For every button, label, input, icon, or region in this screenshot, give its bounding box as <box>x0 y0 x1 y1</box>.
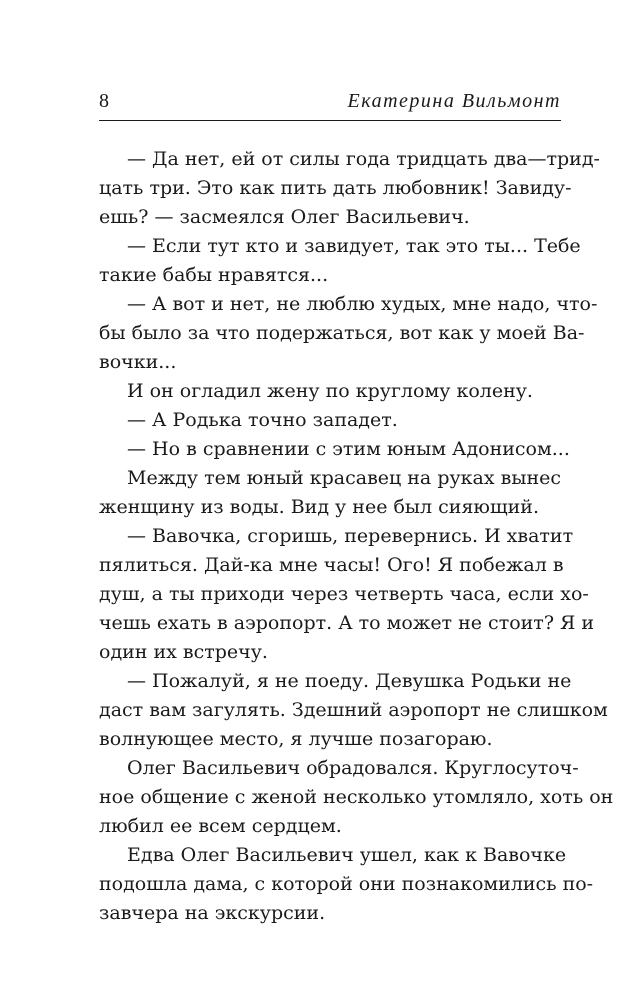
text-line: ешь? — засмеялся Олег Васильевич. <box>99 206 470 228</box>
text-line: любил ее всем сердцем. <box>99 815 342 837</box>
text-line: завчера на экскурсии. <box>99 902 326 924</box>
text-line: — Пожалуй, я не поеду. Девушка Родьки не <box>127 670 572 692</box>
text-line: — Если тут кто и завидует, так это ты... Тебе <box>127 235 581 257</box>
running-head <box>99 88 561 114</box>
text-line: пялиться. Дай-ка мне часы! Ого! Я побежал в <box>99 554 564 576</box>
text-line: — Но в сравнении с этим юным Адонисом... <box>127 438 570 460</box>
text-line: — Да нет, ей от силы года тридцать два—трид- <box>127 148 600 170</box>
text-line: такие бабы нравятся... <box>99 264 329 286</box>
text-line: даст вам загулять. Здешний аэропорт не слишком <box>99 699 608 721</box>
text-line: вочки... <box>99 351 177 373</box>
text-line: — Вавочка, сгоришь, перевернись. И хватит <box>127 525 574 547</box>
header-rule <box>99 120 561 121</box>
text-line: Олег Васильевич обрадовался. Круглосуточ- <box>127 757 579 779</box>
text-line: — А Родька точно западет. <box>127 409 398 431</box>
text-line: женщину из воды. Вид у нее был сияющий. <box>99 496 540 518</box>
text-line: чешь ехать в аэропорт. А то может не стоит? Я и <box>99 612 595 634</box>
text-line: бы было за что подержаться, вот как у моей Ва- <box>99 322 585 344</box>
author-name: Екатерина Вильмонт <box>347 90 561 112</box>
text-line: И он огладил жену по круглому колену. <box>127 380 533 402</box>
text-line: волнующее место, я лучше позагораю. <box>99 728 493 750</box>
text-line: Между тем юный красавец на руках вынес <box>127 467 561 489</box>
text-line: — А вот и нет, не люблю худых, мне надо, что- <box>127 293 598 315</box>
body-text <box>99 145 614 928</box>
text-line: один их встречу. <box>99 641 268 663</box>
page-number: 8 <box>99 90 109 112</box>
text-line: подошла дама, с которой они познакомились по- <box>99 873 594 895</box>
text-line: цать три. Это как пить дать любовник! Завиду- <box>99 177 572 199</box>
text-line: душ, а ты приходи через четверть часа, если хо- <box>99 583 589 605</box>
text-line: Едва Олег Васильевич ушел, как к Вавочке <box>127 844 567 866</box>
text-line: ное общение с женой несколько утомляло, хоть он <box>99 786 614 808</box>
